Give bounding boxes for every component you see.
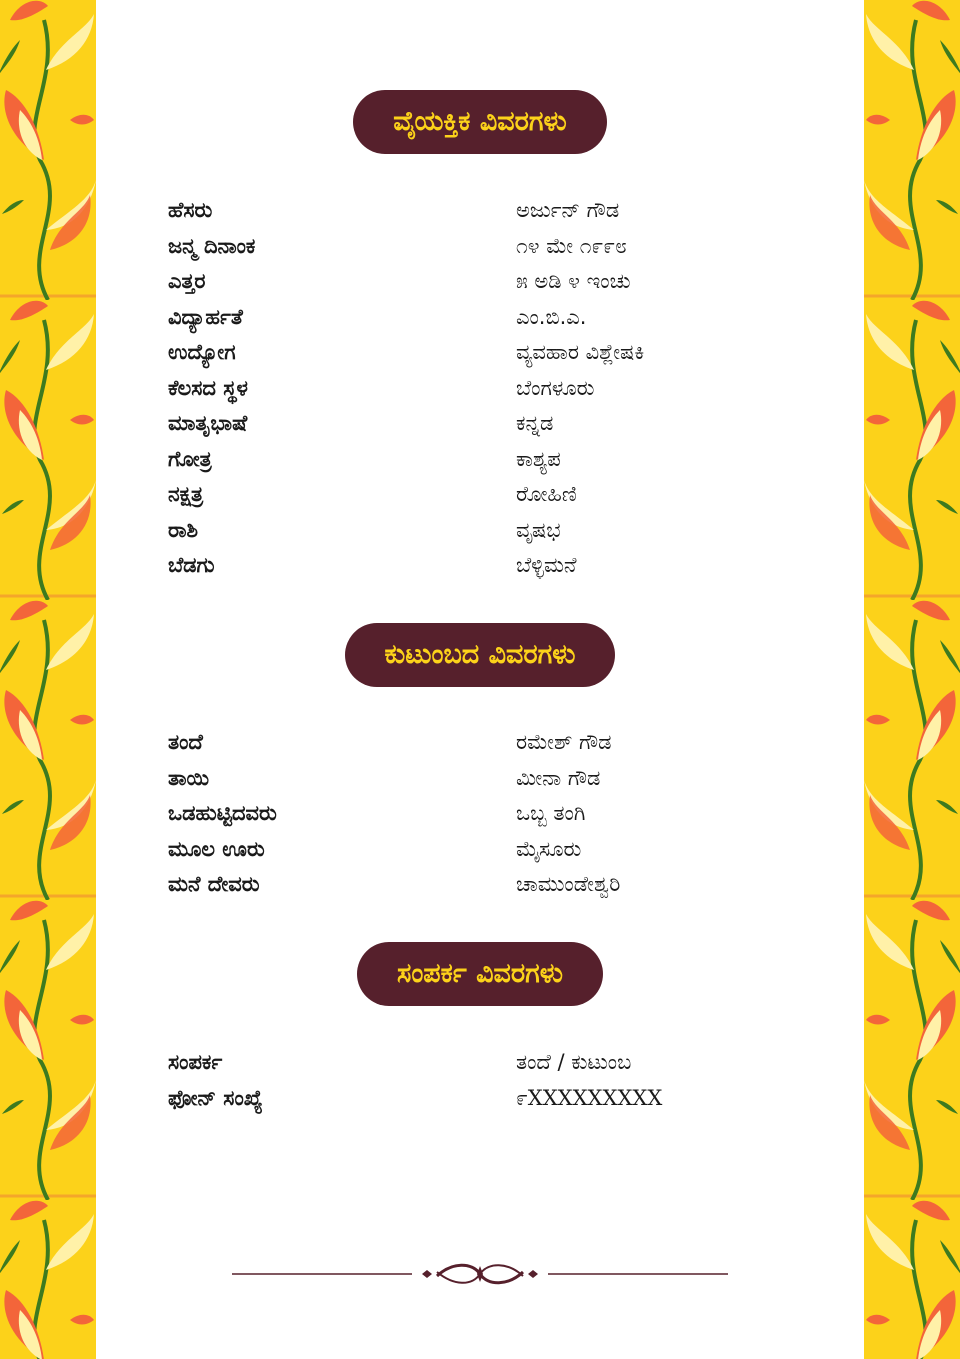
- detail-value: ವೃಷಭ: [516, 517, 561, 542]
- detail-row: [168, 442, 768, 478]
- detail-label: ಎತ್ತರ: [168, 269, 206, 293]
- detail-label: ಮನೆ ದೇವರು: [168, 872, 260, 896]
- detail-label: ಹೆಸರು: [168, 198, 213, 222]
- detail-label: ಒಡಹುಟ್ಟಿದವರು: [168, 801, 277, 825]
- detail-value: ೯XXXXXXXXX: [516, 1085, 663, 1110]
- detail-label: ಜನ್ಮ ದಿನಾಂಕ: [168, 233, 256, 258]
- detail-label: ಗೋತ್ರ: [168, 446, 212, 471]
- detail-label: ಮಾತೃಭಾಷೆ: [168, 411, 248, 435]
- detail-label: ತಾಯಿ: [168, 765, 210, 790]
- detail-label: ಮೂಲ ಊರು: [168, 836, 265, 861]
- section-title: ಕುಟುಂಬದ ವಿವರಗಳು: [345, 623, 616, 687]
- detail-label: ಬೆಡಗು: [168, 553, 215, 577]
- detail-row: [168, 725, 768, 761]
- detail-value: ಕನ್ನಡ: [516, 411, 554, 435]
- family-details-list: [168, 725, 768, 903]
- detail-row: [168, 548, 768, 584]
- divider-ornament-icon: [232, 1256, 728, 1292]
- detail-label: ರಾಶಿ: [168, 517, 199, 542]
- detail-row: [168, 335, 768, 371]
- detail-value: ಬೆಂಗಳೂರು: [516, 375, 595, 400]
- detail-value: ಒಬ್ಬ ತಂಗಿ: [516, 801, 586, 825]
- detail-value: ಮೀನಾ ಗೌಡ: [516, 765, 601, 790]
- detail-row: [168, 229, 768, 265]
- contact-section-header: [0, 942, 960, 1006]
- detail-value: ಎಂ.ಬಿ.ಎ.: [516, 304, 587, 329]
- detail-value: ೫ ಅಡಿ ೪ ಇಂಚು: [516, 269, 631, 293]
- detail-value: ೧೪ ಮೇ ೧೯೯೮: [516, 233, 627, 258]
- detail-label: ನಕ್ಷತ್ರ: [168, 482, 204, 506]
- detail-row: [168, 264, 768, 300]
- detail-label: ಉದ್ಯೋಗ: [168, 340, 236, 364]
- detail-value: ತಂದೆ / ಕುಟುಂಬ: [516, 1050, 632, 1074]
- detail-label: ವಿದ್ಯಾರ್ಹತೆ: [168, 304, 243, 329]
- detail-row: [168, 513, 768, 549]
- section-title: ವೈಯಕ್ತಿಕ ವಿವರಗಳು: [353, 90, 607, 154]
- detail-value: ಚಾಮುಂಡೇಶ್ವರಿ: [516, 872, 621, 896]
- personal-details-list: [168, 193, 768, 584]
- detail-row: [168, 796, 768, 832]
- detail-row: [168, 867, 768, 903]
- detail-label: ತಂದೆ: [168, 730, 203, 754]
- detail-row: [168, 371, 768, 407]
- detail-value: ಬೆಳ್ಳಿಮನೆ: [516, 553, 577, 577]
- personal-section-header: [0, 90, 960, 154]
- detail-row: [168, 193, 768, 229]
- detail-value: ಅರ್ಜುನ್ ಗೌಡ: [516, 198, 620, 222]
- family-section-header: [0, 623, 960, 687]
- detail-label: ಫೋನ್ ಸಂಖ್ಯೆ: [168, 1085, 263, 1110]
- detail-value: ರಮೇಶ್ ಗೌಡ: [516, 730, 612, 754]
- detail-value: ವ್ಯವಹಾರ ವಿಶ್ಲೇಷಕಿ: [516, 340, 645, 364]
- detail-label: ಸಂಪರ್ಕ: [168, 1050, 223, 1074]
- detail-row: [168, 300, 768, 336]
- detail-row: [168, 832, 768, 868]
- detail-value: ರೋಹಿಣಿ: [516, 482, 577, 506]
- detail-row: [168, 761, 768, 797]
- detail-label: ಕೆಲಸದ ಸ್ಥಳ: [168, 375, 248, 400]
- detail-value: ಮೈಸೂರು: [516, 836, 582, 861]
- detail-row: [168, 406, 768, 442]
- section-title: ಸಂಪರ್ಕ ವಿವರಗಳು: [357, 942, 603, 1006]
- detail-value: ಕಾಶ್ಯಪ: [516, 446, 561, 471]
- contact-details-list: [168, 1045, 768, 1116]
- detail-row: [168, 1045, 768, 1081]
- detail-row: [168, 477, 768, 513]
- detail-row: [168, 1081, 768, 1117]
